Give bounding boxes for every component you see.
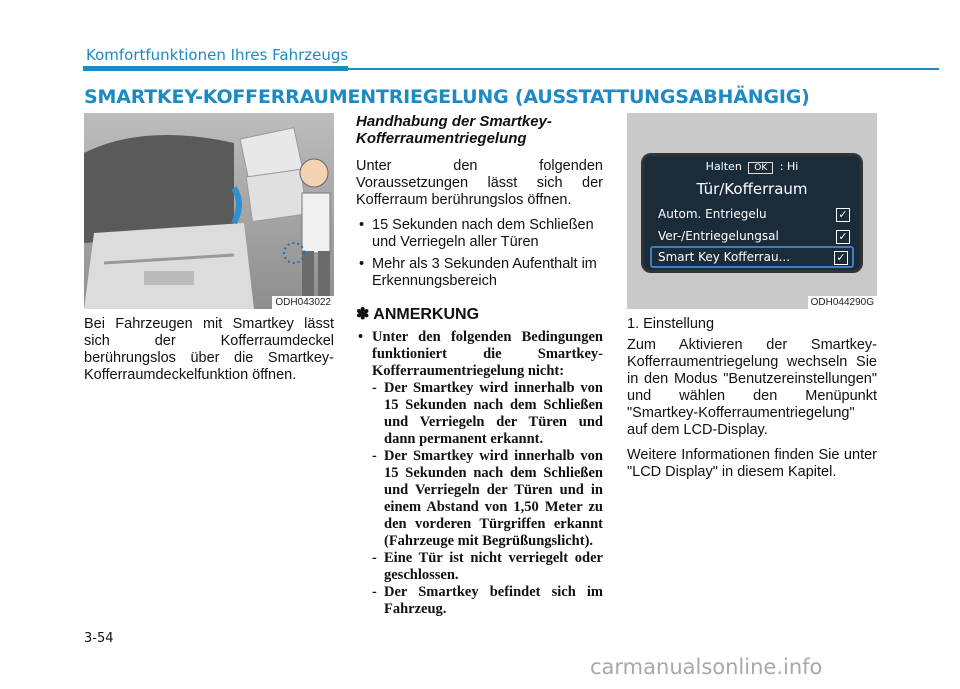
condition-list [356, 217, 603, 290]
lcd-title: Tür/Kofferraum [696, 180, 808, 198]
right-paragraph: Zum Aktivieren der Smartkey-Kofferraumentriegelung wechseln Sie in den Modus "Benutzereinstellungen" und wählen den Menüpunkt "Smartkey-Kofferraumentriegelung" auf dem LCD-Display. [627, 337, 877, 438]
subsection-title: Handhabung der Smartkey-Kofferraumentriegelung [356, 113, 552, 147]
note-item: - Der Smartkey befindet sich im Fahrzeug. [356, 584, 603, 618]
note-item: - Eine Tür ist nicht verriegelt oder geschlossen. [356, 550, 603, 584]
right-paragraph: Weitere Informationen finden Sie unter "LCD Display" in diesem Kapitel. [627, 447, 877, 480]
page-number: 3-54 [84, 631, 114, 646]
header-rule-thick [83, 66, 348, 71]
checkbox-checked-icon: ✓ [834, 251, 848, 265]
note-lead: • Unter den folgenden Bedingungen funktioniert die Smartkey-Kofferraumentriegelung nicht: [356, 329, 603, 380]
note-item: - Der Smartkey wird innerhalb von 15 Sekunden nach dem Schließen und Verriegeln der Türen und in einem Abstand von 1,50 Meter zu den vorderen Türgriffen erkannt (Fahrzeuge mit Begrüßungslicht). [356, 448, 603, 550]
watermark: carmanualsonline.info [590, 655, 823, 679]
page-title: SMARTKEY-KOFFERRAUMENTRIEGELUNG (AUSSTATTUNGSABHÄNGIG) [84, 86, 810, 108]
section-heading: Komfortfunktionen Ihres Fahrzeugs [86, 46, 349, 64]
car-rear-shape [84, 223, 254, 309]
intro-paragraph: Unter den folgenden Voraussetzungen lässt sich der Kofferraum berührungslos öffnen. [356, 158, 603, 208]
lcd-menu-label: Smart Key Kofferrau... [658, 250, 791, 264]
left-column [84, 316, 334, 392]
lcd-menu-label: Autom. Entriegelu [658, 207, 767, 221]
middle-column [356, 113, 603, 618]
lcd-top-bar [644, 160, 860, 174]
lcd-figure [627, 113, 877, 309]
trunk-illustration-drawing [84, 113, 334, 309]
lcd-ok-button: OK [748, 162, 773, 174]
lcd-hi-label: : Hi [779, 160, 799, 173]
list-item: • Mehr als 3 Sekunden Aufenthalt im Erkennungsbereich [356, 256, 603, 290]
checkbox-checked-icon: ✓ [836, 230, 850, 244]
note-heading: ✽ ANMERKUNG [356, 306, 480, 323]
checkbox-checked-icon: ✓ [836, 208, 850, 222]
left-paragraph: Bei Fahrzeugen mit Smartkey lässt sich der Kofferraumdeckel berührungslos über die Smartkey-Kofferraumdeckelfunktion öffnen. [84, 316, 334, 383]
figure-label: ODH044290G [808, 296, 877, 309]
lcd-display [641, 153, 863, 273]
note-block [356, 329, 603, 618]
header-rule-thin [348, 68, 939, 70]
right-column [627, 316, 877, 489]
note-item: - Der Smartkey wird innerhalb von 15 Sekunden nach dem Schließen und Verriegeln der Türen und dann permanent erkannt. [356, 380, 603, 448]
lcd-hold-label: Halten [705, 160, 742, 173]
lcd-menu-item-selected [650, 246, 854, 268]
list-item: • 15 Sekunden nach dem Schließen und Verriegeln aller Türen [356, 217, 603, 251]
lcd-menu-label: Ver-/Entriegelungsal [658, 229, 779, 243]
trunk-illustration [84, 113, 334, 309]
figure-label: ODH043022 [272, 296, 334, 309]
step-heading: 1. Einstellung [627, 316, 715, 332]
